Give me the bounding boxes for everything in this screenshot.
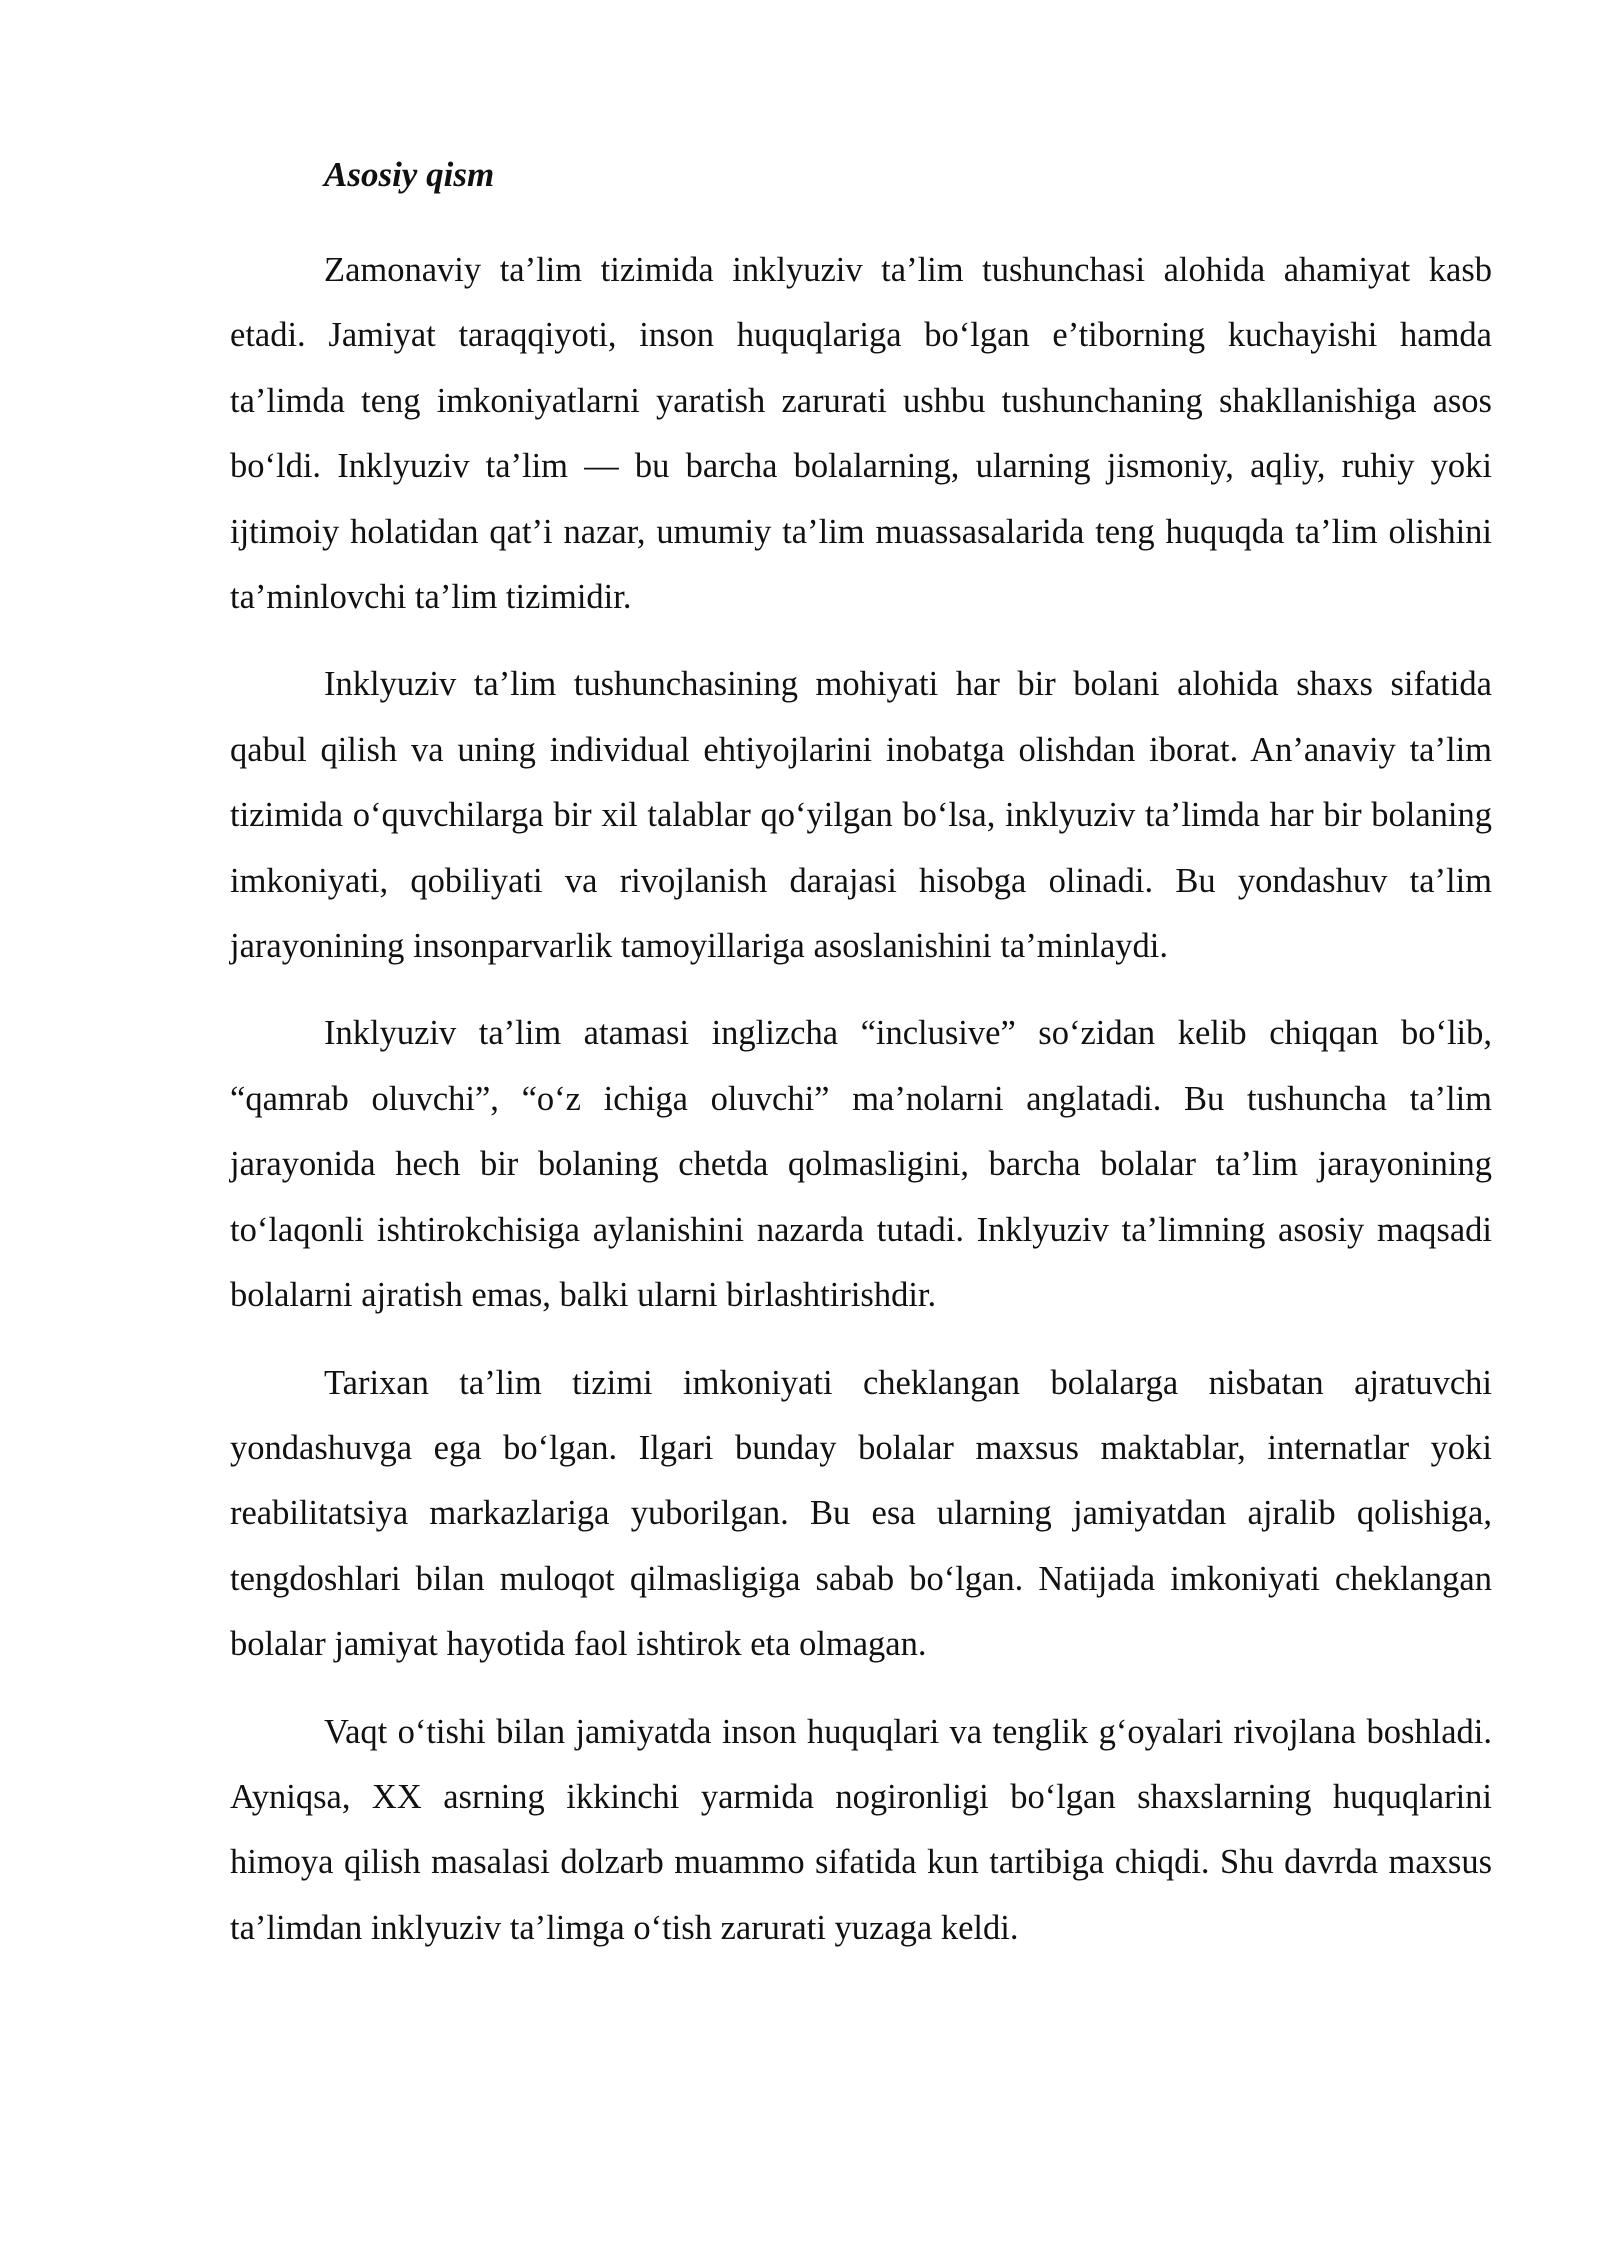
section-heading: Asosiy qism bbox=[324, 155, 495, 194]
paragraph-4: Tarixan ta’lim tizimi imkoniyati cheklangan bolalarga nisbatan ajratuvchi yondashuvga ega bo‘lgan. Ilgari bunday bolalar maxsus maktablar, internatlar yoki reabilitatsiya markazlariga yuborilgan. Bu esa ularning jamiyatdan ajralib qolishiga, tengdoshlari bilan muloqot qilmasligiga sabab bo‘lgan. Natijada imkoniyati cheklangan bolalar jamiyat hayotida faol ishtirok eta olmagan. bbox=[230, 1363, 1492, 1664]
paragraph-5: Vaqt o‘tishi bilan jamiyatda inson huquqlari va tenglik g‘oyalari rivojlana boshladi. Ayniqsa, XX asrning ikkinchi yarmida nogironligi bo‘lgan shaxslarning huquqlarini himoya qilish masalasi dolzarb muammo sifatida kun tartibiga chiqdi. Shu davrda maxsus ta’limdan inklyuziv ta’limga o‘tish zarurati yuzaga keldi. bbox=[230, 1712, 1492, 1947]
paragraph-2: Inklyuziv ta’lim tushunchasining mohiyati har bir bolani alohida shaxs sifatida qabul qilish va uning individual ehtiyojlarini inobatga olishdan iborat. An’anaviy ta’lim tizimida o‘quvchilarga bir xil talablar qo‘yilgan bo‘lsa, inklyuziv ta’limda har bir bolaning imkoniyati, qobiliyati va rivojlanish darajasi hisobga olinadi. Bu yondashuv ta’lim jarayonining insonparvarlik tamoyillariga asoslanishini ta’minlaydi. bbox=[230, 665, 1492, 966]
document-page bbox=[230, 150, 1492, 1983]
paragraph-1: Zamonaviy ta’lim tizimida inklyuziv ta’lim tushunchasi alohida ahamiyat kasb etadi. Jamiyat taraqqiyoti, inson huquqlariga bo‘lgan e’tiborning kuchayishi hamda ta’limda teng imkoniyatlarni yaratish zarurati ushbu tushunchaning shakllanishiga asos bo‘ldi. Inklyuziv ta’lim — bu barcha bolalarning, ularning jismoniy, aqliy, ruhiy yoki ijtimoiy holatidan qat’i nazar, umumiy ta’lim muassasalarida teng huquqda ta’lim olishini ta’minlovchi ta’lim tizimidir. bbox=[230, 251, 1492, 617]
paragraph-3: Inklyuziv ta’lim atamasi inglizcha “inclusive” so‘zidan kelib chiqqan bo‘lib, “qamrab oluvchi”, “o‘z ichiga oluvchi” ma’nolarni anglatadi. Bu tushuncha ta’lim jarayonida hech bir bolaning chetda qolmasligini, barcha bolalar ta’lim jarayonining to‘laqonli ishtirokchisiga aylanishini nazarda tutadi. Inklyuziv ta’limning asosiy maqsadi bolalarni ajratish emas, balki ularni birlashtirishdir. bbox=[230, 1014, 1492, 1315]
